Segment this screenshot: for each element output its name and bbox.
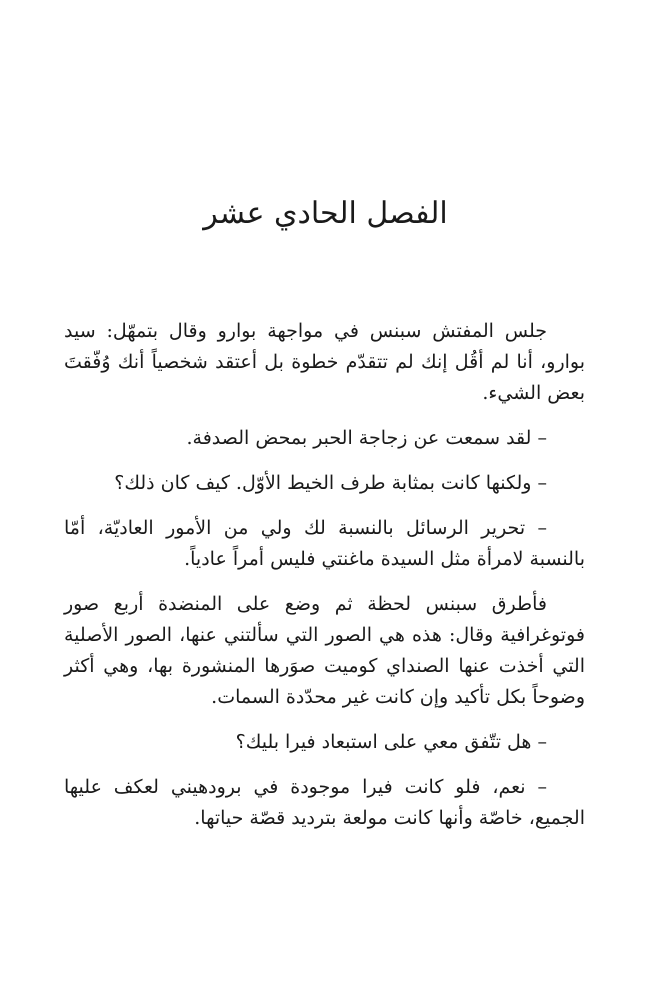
chapter-body bbox=[64, 316, 585, 848]
paragraph: فأطرق سبنس لحظة ثم وضع على المنضدة أربع صور فوتوغرافية وقال: هذه هي الصور التي سألتني عنها، الصور الأصلية التي أخذت عنها الصنداي كوميت صوَرها المنشورة بها، وهي أكثر وضوحاً بكل تأكيد وإن كانت غير محدّدة السمات. bbox=[64, 593, 585, 708]
dialogue-line: – لقد سمعت عن زجاجة الحبر بمحض الصدفة. bbox=[186, 427, 547, 449]
dialogue-line: – نعم، فلو كانت فيرا موجودة في برودهيني لعكف عليها الجميع، خاصّة وأنها كانت مولعة بترديد قصّة حياتها. bbox=[64, 776, 585, 829]
dialogue-line: – تحرير الرسائل بالنسبة لك ولي من الأمور العاديّة، أمّا بالنسبة لامرأة مثل السيدة ماغنتي فليس أمراً عادياً. bbox=[64, 517, 585, 570]
chapter-title: الفصل الحادي عشر bbox=[203, 196, 448, 231]
dialogue-line: – ولكنها كانت بمثابة طرف الخيط الأوّل. كيف كان ذلك؟ bbox=[114, 472, 547, 494]
dialogue-line: – هل تتّفق معي على استبعاد فيرا بليك؟ bbox=[235, 731, 547, 753]
paragraph: جلس المفتش سبنس في مواجهة بوارو وقال بتمهّل: سيد بوارو، أنا لم أقُل إنك لم تتقدّم خطوة بل أعتقد شخصياً أنك وُفّقتَ بعض الشيء. bbox=[64, 320, 585, 404]
